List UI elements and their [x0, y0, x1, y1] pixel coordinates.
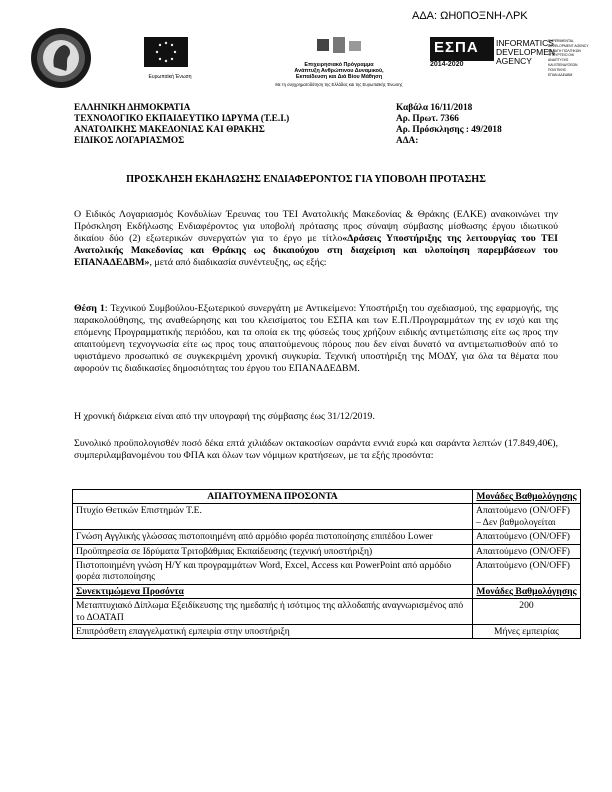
intro-tail: , μετά από διαδικασία συνέντευξης, ως εξής:	[149, 257, 327, 269]
ministry-line-3: ΑΛΛΑΓΗ ΠΟΛΙΤΙΚΩΝ	[548, 48, 581, 53]
infodev-line-2: DEVELOPMEN	[496, 47, 556, 57]
intro-paragraph	[74, 209, 558, 269]
eu-label: Ευρωπαϊκή Ένωση	[148, 74, 192, 80]
budget-paragraph: Συνολικό προϋπολογισθέν ποσό δέκα επτά χιλιάδων οκτακοσίων σαράντα εννιά ευρώ και σαράντα λεπτών (17.849,40€), συμπεριλαμβανομένου του ΦΠΑ και όλων των νόμιμων κρατήσεων, με τα εξής προσόντα:	[74, 438, 558, 462]
eu-logo	[134, 37, 206, 87]
espa-text: ΕΣΠΑ	[430, 37, 494, 61]
epan-subtitle: Με τη συγχρηματοδότηση της Ελλάδας και της Ευρωπαϊκής Ένωσης	[275, 81, 403, 87]
intro-text: Ο Ειδικός Λογαριασμός Κονδυλίων Έρευνας του ΤΕΙ Ανατολικής Μακεδονίας & Θράκης (ΕΛΚΕ) ανακοινώνει την Πρόσκληση Εκδήλωσης Ενδιαφέροντος για υποβολή πρότασης προς σύναψη σύμβασης μίσθωσης έργου ιδιωτικού δικαίου δύο (2) εξωτερικών συνεργατών για το έργο με τίτλο	[74, 209, 558, 245]
table-row	[73, 625, 581, 639]
ministry-text-block	[548, 39, 606, 77]
table-row	[73, 544, 581, 558]
epan-mark-icon	[315, 35, 363, 55]
ministry-line-6: ΚΑΙ ΕΠΕΝΔΥΣΕΩΝ	[548, 62, 578, 67]
ada-top-label: ΑΔΑ: ΩΗ0ΠΟΞΝΗ-ΛΡΚ	[412, 10, 528, 22]
score-cell: 200	[473, 599, 581, 625]
issuer-header	[74, 103, 374, 147]
table-row	[73, 504, 581, 530]
qualification-cell: Πτυχίο Θετικών Επιστημών Τ.Ε.	[73, 504, 473, 530]
espa-logo	[430, 37, 500, 85]
logo-bar	[30, 25, 589, 95]
position-1-label: Θέση 1	[74, 303, 105, 314]
qualification-cell: Επιπρόσθετη επαγγελματική εμπειρία στην υποστήριξη	[73, 625, 473, 639]
score-units-header: Μονάδες Βαθμολόγησης	[473, 490, 581, 504]
score-cell: Απαιτούμενο (ON/OFF) – Δεν βαθμολογείται	[473, 504, 581, 530]
epan-title-line-1: Επιχειρησιακό Πρόγραμμα	[304, 62, 374, 68]
epan-title-line-3: Εκπαίδευση και Διά Βίου Μάθηση	[295, 74, 383, 81]
table-header-row	[73, 490, 581, 504]
ministry-line-1: EXPERIMENTAL	[548, 39, 574, 43]
qualification-cell: Προϋπηρεσία σε Ιδρύματα Τριτοβάθμιας Εκπαίδευσης (τεχνική υποστήριξη)	[73, 544, 473, 558]
institution-seal-icon	[30, 27, 92, 89]
epan-logo	[264, 35, 414, 89]
ada-field: ΑΔΑ:	[396, 136, 419, 146]
infodev-logo	[496, 38, 556, 66]
score-cell: Απαιτούμενο (ON/OFF)	[473, 544, 581, 558]
score-cell: Απαιτούμενο (ON/OFF)	[473, 559, 581, 585]
qualifications-table	[72, 489, 581, 639]
infodev-line-3: AGENCY	[496, 56, 532, 66]
eu-flag-icon	[144, 37, 188, 67]
scored-header-row	[73, 584, 581, 598]
issuer-line-1: ΕΛΛΗΝΙΚΗ ΔΗΜΟΚΡΑΤΙΑ	[74, 103, 191, 113]
scored-qualifications-header: Συνεκτιμώμενα Προσόντα	[73, 584, 473, 598]
ministry-line-4: ΥΠΟΥΡΓΕΙΟ ΟΙΚ	[548, 53, 575, 58]
position-1-text: : Τεχνικού Συμβούλου-Εξωτερικού συνεργάτη με Αντικείμενο: Υποστήριξη του σχεδιασμού, της εφαρμογής, της παρακολούθησης, της αναθεώρησης και του κλεισίματος του ΕΣΠΑ και των Ε.Π./Προγραμμάτων της εν ισχύ και της επόμενης Προγραμματικής περιόδου, και τα οποία εκ της φύσεώς τους χρήζουν ειδικής αντιμετώπισης είτε ως προς την απαιτούμενη τεχνογνωσία είτε ως προς τους απαιτούμενους πόρους που δεν είναι δυνατό να αντιμετωπισθούν από το υφιστάμενο προσωπικό σε συγκεκριμένη χρονική συγκυρία. Τεχνική υποστήριξη της ΜΟΔΥ, για όλα τα θέματα που αφορούν τις διαδικασίες δημοσιότητας του έργου του ΕΠΑΝΑΔΕΔΒΜ.	[74, 303, 558, 375]
issuer-line-3: ΑΝΑΤΟΛΙΚΗΣ ΜΑΚΕΔΟΝΙΑΣ ΚΑΙ ΘΡΑΚΗΣ	[74, 125, 265, 135]
score-cell: Μήνες εμπειρίας	[473, 625, 581, 639]
score-cell: Απαιτούμενο (ON/OFF)	[473, 530, 581, 544]
ministry-line-8: ΕΠΑΝ ΑΔΕΔΒΜ	[548, 72, 573, 77]
position-1-paragraph	[74, 303, 558, 376]
infodev-line-1: INFORMATICS	[496, 38, 554, 48]
qualification-cell: Γνώση Αγγλικής γλώσσας πιστοποιημένη από αρμόδιο φορέα πιστοποίησης επιπέδου Lower	[73, 530, 473, 544]
table-row	[73, 559, 581, 585]
ministry-line-7: ΠΟΛΙΤΙΚΗΣ	[548, 67, 567, 72]
ministry-line-2: DEVELOPMENT AGENCY	[548, 43, 589, 48]
document-date: Καβάλα 16/11/2018	[396, 103, 473, 113]
epan-title-line-2: Ανάπτυξη Ανθρώπινου Δυναμικού,	[294, 68, 384, 75]
call-number: Αρ. Πρόσκλησης : 49/2018	[396, 125, 502, 135]
scored-units-header: Μονάδες Βαθμολόγησης	[473, 584, 581, 598]
qualification-cell: Πιστοποιημένη γνώση Η/Υ και προγραμμάτων Word, Excel, Access και PowerPoint από αρμόδιο φορέα πιστοποίησης	[73, 559, 473, 585]
issuer-line-4: ΕΙΔΙΚΟΣ ΛΟΓΑΡΙΑΣΜΟΣ	[74, 136, 185, 146]
espa-years: 2014-2020	[430, 61, 464, 68]
table-row	[73, 599, 581, 625]
duration-paragraph: Η χρονική διάρκεια είναι από την υπογραφή της σύμβασης έως 31/12/2019.	[74, 411, 375, 422]
table-row	[73, 530, 581, 544]
qualification-cell: Μεταπτυχιακό Δίπλωμα Εξειδίκευσης της ημεδαπής ή ισότιμος της αλλοδαπής αναγνωρισμένος από το ΔΟΑΤΑΠ	[73, 599, 473, 625]
project-title: «Δράσεις Υποστήριξης της λειτουργίας του ΤΕΙ Ανατολικής Μακεδονίας και Θράκης ως δικαιούχου στη διαχείριση και υλοποίηση παρεμβάσεων του ΕΠΑΝΑΔΕΔΒΜ»	[74, 233, 559, 269]
epan-title	[264, 62, 414, 81]
reference-header	[396, 103, 566, 147]
required-qualifications-header: ΑΠΑΙΤΟΥΜΕΝΑ ΠΡΟΣΟΝΤΑ	[73, 490, 473, 504]
ministry-line-5: ΑΝΑΠΤΥΞΗΣ	[548, 58, 569, 63]
protocol-number: Αρ. Πρωτ. 7366	[396, 114, 459, 124]
issuer-line-2: ΤΕΧΝΟΛΟΓΙΚΟ ΕΚΠΑΙΔΕΥΤΙΚΟ ΙΔΡΥΜΑ (Τ.Ε.Ι.)	[74, 114, 290, 124]
document-title: ΠΡΟΣΚΛΗΣΗ ΕΚΔΗΛΩΣΗΣ ΕΝΔΙΑΦΕΡΟΝΤΟΣ ΓΙΑ ΥΠΟΒΟΛΗ ΠΡΟΤΑΣΗΣ	[126, 174, 486, 185]
